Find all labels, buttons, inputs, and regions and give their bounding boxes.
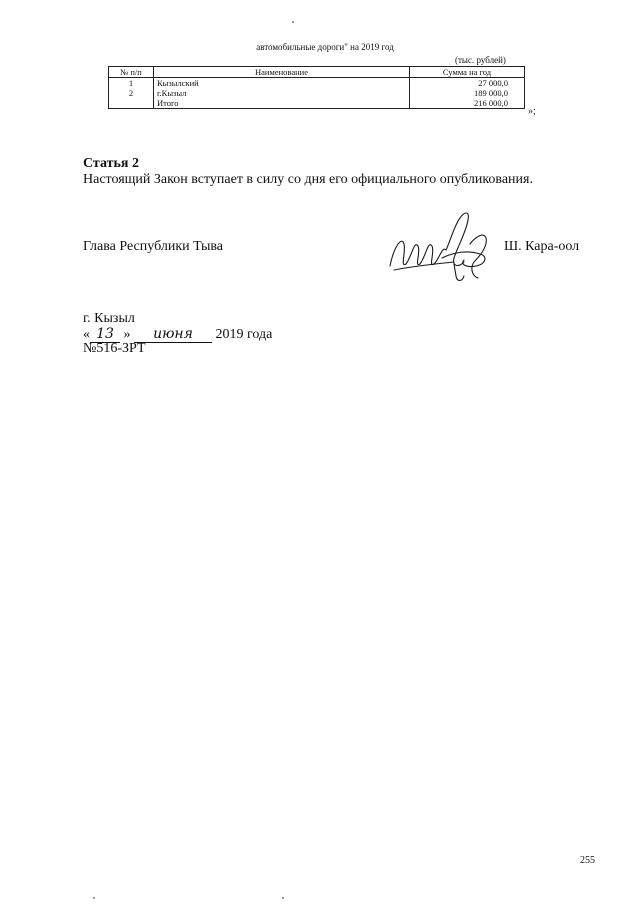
table-closing-quote: »; <box>528 106 536 117</box>
row-sum: 27 000,0 <box>410 78 525 89</box>
column-header-name: Наименование <box>154 67 410 78</box>
page-number: 255 <box>580 855 595 866</box>
scan-speck <box>282 897 284 899</box>
row-number: 2 <box>109 88 154 98</box>
row-sum: 216 000,0 <box>410 98 525 109</box>
table-row <box>109 78 525 89</box>
handwritten-month: июня <box>134 326 212 343</box>
signer-name: Ш. Кара-оол <box>504 239 580 254</box>
place-of-signing: г. Кызыл <box>83 311 135 326</box>
column-header-number: № п/п <box>109 67 154 78</box>
scan-speck <box>292 21 294 23</box>
table-total-row <box>109 98 525 109</box>
row-name: г.Кызыл <box>154 88 410 98</box>
law-number: №516-ЗРТ <box>83 341 146 356</box>
article-heading: Статья 2 <box>83 156 139 171</box>
table-title: автомобильные дороги" на 2019 год <box>256 42 394 52</box>
row-number <box>109 98 154 109</box>
article-text: Настоящий Закон вступает в силу со дня его официального опубликования. <box>83 172 533 187</box>
table-header-row <box>109 67 525 78</box>
date-year: 2019 года <box>215 327 273 342</box>
row-sum: 189 000,0 <box>410 88 525 98</box>
handwritten-signature <box>384 206 494 286</box>
row-number: 1 <box>109 78 154 89</box>
row-name: Итого <box>154 98 410 109</box>
table-units: (тыс. рублей) <box>455 55 506 65</box>
date-open-quote: « <box>83 327 90 342</box>
table-row <box>109 88 525 98</box>
budget-table <box>108 66 525 109</box>
row-name: Кызылский <box>154 78 410 89</box>
signer-title: Глава Республики Тыва <box>83 239 224 254</box>
handwritten-day: 13 <box>90 326 120 343</box>
date-close-quote: » <box>123 327 131 342</box>
scan-speck <box>93 897 95 899</box>
column-header-sum: Сумма на год <box>410 67 525 78</box>
